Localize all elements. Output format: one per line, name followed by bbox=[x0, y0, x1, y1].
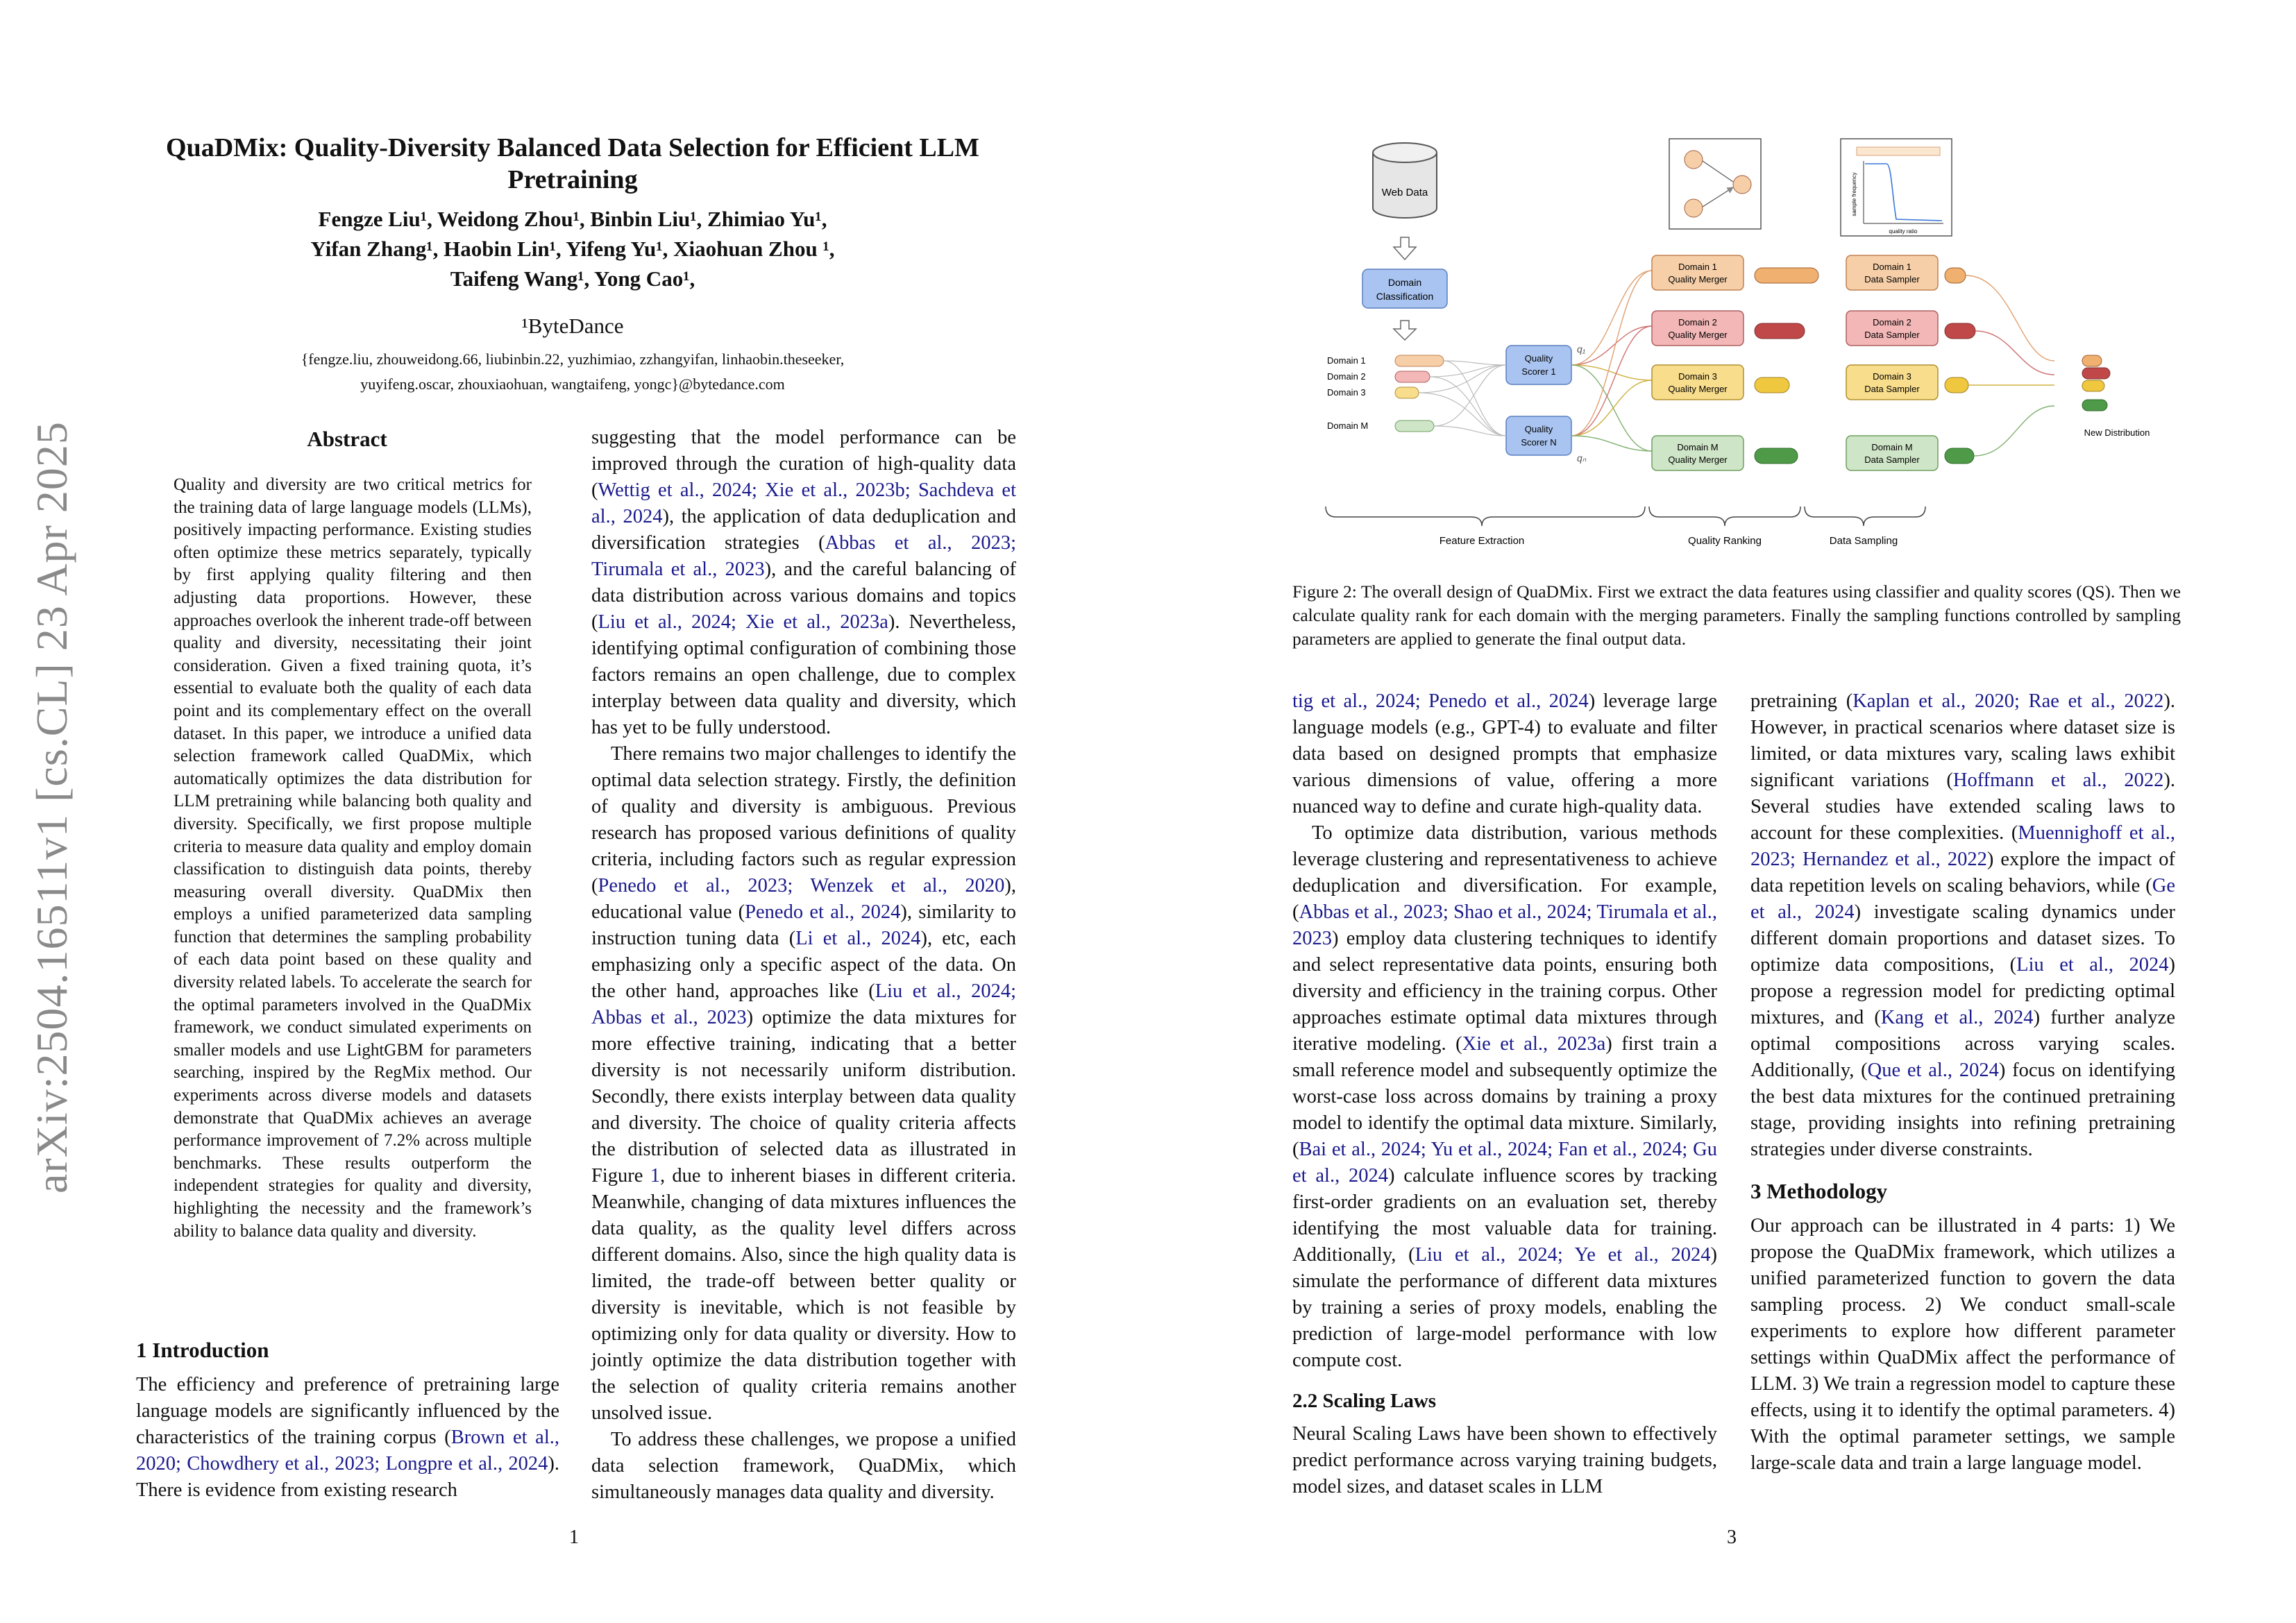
citation-link[interactable]: Kang et al., 2024 bbox=[1880, 1007, 2034, 1028]
citation-link[interactable]: Penedo et al., 2024 bbox=[745, 901, 901, 923]
paper-title bbox=[132, 132, 1013, 196]
scaling-laws-heading: 2.2 Scaling Laws bbox=[1292, 1390, 1437, 1412]
citation-link[interactable]: Abbas et al., 2023; Shao et al., 2024; Tirumala et al., 2023 bbox=[1292, 901, 1717, 949]
arxiv-side-label: arXiv:2504.16511v1 [cs.CL] 23 Apr 2025 bbox=[27, 421, 76, 1193]
sampled-cylinder bbox=[1945, 268, 1966, 283]
arrow-down-icon bbox=[1394, 321, 1416, 340]
sampler-label: Data Sampler bbox=[1864, 454, 1920, 465]
citation-link[interactable]: Kaplan et al., 2020; Rae et al., 2022 bbox=[1852, 690, 2164, 712]
paragraph: pretraining (Kaplan et al., 2020; Rae et al., 2022). However, in practical scenarios where dataset size is limited, or data mixtures vary, scaling laws exhibit significant variations (Hoffmann et al., 2022). Several studies have extended scaling laws to account for these complexities. (Muennighoff et al., 2023; Hernandez et al., 2022) explore the impact of data repetition levels on scaling behaviors, while (Ge et al., 2024) investigate scaling dynamics under different domain proportions and dataset sizes. To optimize data compositions, (Liu et al., 2024) propose a regression model for predicting optimal mixtures, and (Kang et al., 2024) further analyze optimal compositions across varying scales. Additionally, (Que et al., 2024) focus on identifying the best data mixtures for the continued pretraining stage, providing insights into refining pretraining strategies under diverse constraints. bbox=[1750, 690, 2175, 1160]
emails-line-2: yuyifeng.oscar, zhouxiaohuan, wangtaifeng, yongc}@bytedance.com bbox=[360, 375, 785, 393]
merger-label: Quality Merger bbox=[1668, 384, 1728, 394]
merger-label: Domain 3 bbox=[1678, 371, 1717, 382]
domain-classification-box bbox=[1362, 269, 1447, 308]
merger-label: Domain 1 bbox=[1678, 262, 1717, 272]
emails bbox=[132, 347, 1013, 397]
domain-label: Domain 3 bbox=[1327, 387, 1366, 398]
ranked-cylinder bbox=[1755, 268, 1818, 283]
stage-braces bbox=[1326, 507, 1925, 526]
inset-x-label: quality ratio bbox=[1889, 228, 1918, 235]
quality-merger-box bbox=[1652, 311, 1744, 346]
quality-merger-box bbox=[1652, 436, 1744, 470]
authors bbox=[132, 204, 1013, 294]
web-data-label: Web Data bbox=[1381, 187, 1428, 198]
domain-cylinder bbox=[1395, 387, 1419, 398]
citation-link[interactable]: Liu et al., 2024; Abbas et al., 2023 bbox=[591, 980, 1016, 1028]
qn-label: qₙ bbox=[1577, 452, 1587, 464]
page-number-left: 1 bbox=[569, 1527, 579, 1548]
citation-link[interactable]: Que et al., 2024 bbox=[1867, 1060, 1999, 1081]
inset-node bbox=[1685, 199, 1703, 217]
authors-line-2: Yifan Zhang¹, Haobin Lin¹, Yifeng Yu¹, Xiaohuan Zhou ¹, bbox=[310, 237, 835, 261]
intro-heading: 1 Introduction bbox=[136, 1338, 269, 1362]
citation-link[interactable]: Ge et al., 2024 bbox=[1750, 875, 2175, 923]
data-sampler-box bbox=[1846, 436, 1938, 470]
citation-link[interactable]: Brown et al., 2020; Chowdhery et al., 2023; Longpre et al., 2024 bbox=[136, 1427, 559, 1475]
citation-link[interactable]: Liu et al., 2024; Ye et al., 2024 bbox=[1415, 1244, 1711, 1266]
data-sampler-box bbox=[1846, 365, 1938, 400]
title-line-1: QuaDMix: Quality-Diversity Balanced Data Selection for Efficient LLM bbox=[166, 133, 979, 162]
citation-link[interactable]: Liu et al., 2024 bbox=[2016, 954, 2169, 976]
domain-cylinder bbox=[1395, 371, 1430, 382]
sampled-cylinder bbox=[1945, 323, 1975, 339]
feature-extraction-label: Feature Extraction bbox=[1439, 535, 1525, 547]
quality-scorer-1-box bbox=[1506, 346, 1571, 384]
citation-link[interactable]: tig et al., 2024; Penedo et al., 2024 bbox=[1292, 690, 1589, 712]
sampler-label: Domain 3 bbox=[1873, 371, 1911, 382]
authors-line-3: Taifeng Wang¹, Yong Cao¹, bbox=[450, 266, 695, 291]
paragraph: There remains two major challenges to identify the optimal data selection strategy. Firstly, the definition of quality and diversity is ambiguous. Previous research has proposed various definitions of quality criteria, including factors such as regular expression (Penedo et al., 2023; Wenzek et al., 2020), educational value (Penedo et al., 2024), similarity to instruction tuning data (Li et al., 2024), etc, each emphasizing only a specific aspect of the data. On the other hand, approaches like (Liu et al., 2024; Abbas et al., 2023) optimize the data mixtures for more effective training, indicating that a better diversity is not necessarily uniform distribution. Secondly, there exists interplay between data quality and diversity. The choice of quality criteria affects the distribution of selected data as illustrated in Figure 1, due to inherent biases in different criteria. Meanwhile, changing of data mixtures influences the data quality, as the quality level differs across different domains. Also, since the high quality data is limited, the trade-off between better quality or diversity is inevitable, which is not feasible by optimizing only for data quality or diversity. How to jointly optimize the data distribution together with the selection of quality criteria remains another unsolved issue. bbox=[591, 743, 1017, 1424]
title-line-2: Pretraining bbox=[507, 165, 638, 194]
sampler-label: Domain 1 bbox=[1873, 262, 1911, 272]
ranked-cylinder bbox=[1755, 448, 1798, 464]
intro-paragraph: The efficiency and preference of pretraining large language models are significantly influenced by the characteristics of the training corpus (Brown et al., 2020; Chowdhery et al., 2023; Longpre et al., 2024). There is evidence from existing research bbox=[136, 1374, 559, 1501]
inset-node bbox=[1733, 176, 1751, 194]
figure-caption: Figure 2: The overall design of QuaDMix. First we extract the data features using classifier and quality scores (QS). Then we calculate quality rank for each domain with the merging parameters. Finally the sampling functions controlled by sampling parameters are applied to generate the final output data. bbox=[1292, 581, 2181, 649]
quality-merger-column bbox=[1652, 255, 1744, 470]
citation-link[interactable]: Penedo et al., 2023; Wenzek et al., 2020 bbox=[598, 875, 1005, 897]
web-data-cylinder bbox=[1373, 143, 1437, 218]
citation-link[interactable]: Abbas et al., 2023; Tirumala et al., 2023 bbox=[591, 532, 1016, 580]
citation-link[interactable]: Muennighoff et al., 2023; Hernandez et al., 2022 bbox=[1750, 822, 2175, 870]
data-sampler-column bbox=[1846, 255, 1938, 470]
quality-merger-box bbox=[1652, 255, 1744, 290]
ranked-cylinder bbox=[1755, 323, 1805, 339]
new-distribution-cylinder bbox=[2082, 380, 2104, 391]
scorer-label: Scorer N bbox=[1521, 437, 1557, 448]
inset-y-label: sample frequency bbox=[1851, 172, 1857, 216]
paragraph: To optimize data distribution, various methods leverage clustering and representativeness to achieve deduplication and diversification. For example, (Abbas et al., 2023; Shao et al., 2024; Tirumala et al., 2023) employ data clustering techniques to identify and select representative data points, ensuring both diversity and efficiency in the training corpus. Other approaches estimate optimal data mixtures through iterative modeling. (Xie et al., 2023a) first train a small reference model and subsequently optimize the worst-case loss across domains by training a proxy model to identify the optimal data mixture. Similarly, (Bai et al., 2024; Yu et al., 2024; Fan et al., 2024; Gu et al., 2024) calculate influence scores by tracking first-order gradients on an evaluation set, thereby identifying the most valuable data for training. Additionally, (Liu et al., 2024; Ye et al., 2024) simulate the performance of different data mixtures by training a series of proxy models, enabling the prediction of large-model performance with low compute cost. bbox=[1292, 822, 1718, 1371]
sampler-label: Data Sampler bbox=[1864, 330, 1920, 340]
data-sampling-label: Data Sampling bbox=[1829, 535, 1898, 547]
arrow-down-icon bbox=[1394, 237, 1416, 260]
sampler-label: Data Sampler bbox=[1864, 384, 1920, 394]
figure-link[interactable]: 1 bbox=[650, 1165, 660, 1187]
paragraph: To address these challenges, we propose a unified data selection framework, QuaDMix, which simultaneously manages data quality and diversity. bbox=[591, 1429, 1016, 1503]
scorer-label: Quality bbox=[1524, 424, 1553, 434]
quality-ranking-label: Quality Ranking bbox=[1688, 535, 1762, 547]
paragraph: Our approach can be illustrated in 4 parts: 1) We propose the QuaDMix framework, which utilizes a unified parameterized function to govern the data sampling process. 2) We conduct small-scale experiments to explore how different parameter settings within QuaDMix affect the performance of LLM. 3) We train a regression model to capture these effects, using it to identify the optimal parameters. 4) With the optimal parameter settings, we sample large-scale data and train a large language model. bbox=[1750, 1215, 2175, 1474]
domain-classification-label-1: Domain bbox=[1387, 277, 1422, 288]
new-distribution-label: New Distribution bbox=[2084, 427, 2150, 438]
domain-label: Domain 2 bbox=[1327, 371, 1366, 382]
sampler-label: Data Sampler bbox=[1864, 274, 1920, 284]
right-page-column-2 bbox=[1750, 688, 2175, 1477]
paragraph: tig et al., 2024; Penedo et al., 2024) leverage large language models (e.g., GPT-4) to evaluate and filter data based on designed prompts that emphasize various dimensions of value, offering a more nuanced way to define and curate high-quality data. bbox=[1292, 690, 1717, 817]
domain-label: Domain M bbox=[1327, 420, 1369, 431]
data-sampler-box bbox=[1846, 255, 1938, 290]
new-distribution-cylinder bbox=[2082, 355, 2102, 366]
connector-lines bbox=[1571, 271, 1652, 451]
page-number-right: 3 bbox=[1727, 1527, 1737, 1548]
merger-label: Quality Merger bbox=[1668, 330, 1728, 340]
abstract-heading: Abstract bbox=[307, 427, 387, 451]
quality-scorer-n-box bbox=[1506, 416, 1571, 455]
paragraph: Neural Scaling Laws have been shown to effectively predict performance across varying training budgets, model sizes, and dataset scales in LLM bbox=[1292, 1423, 1717, 1497]
paragraph: suggesting that the model performance can be improved through the curation of high-quality data (Wettig et al., 2024; Xie et al., 2023b; Sachdeva et al., 2024), the application of data deduplication and diversification strategies (Abbas et al., 2023; Tirumala et al., 2023), and the careful balancing of data distribution across various domains and topics (Liu et al., 2024; Xie et al., 2023a). Nevertheless, identifying optimal configuration of combining those factors remains an open challenge, due to complex interplay between data quality and diversity, which has yet to be fully understood. bbox=[591, 427, 1016, 738]
methodology-heading: 3 Methodology bbox=[1750, 1179, 1888, 1203]
sampler-label: Domain M bbox=[1871, 442, 1913, 452]
affiliation: ¹ByteDance bbox=[521, 314, 624, 338]
quality-merger-box bbox=[1652, 365, 1744, 400]
inset-node bbox=[1685, 151, 1703, 169]
scorer-label: Scorer 1 bbox=[1521, 366, 1556, 377]
merger-label: Quality Merger bbox=[1668, 274, 1728, 284]
inset-legend bbox=[1857, 147, 1940, 155]
ranked-cylinder bbox=[1755, 377, 1789, 393]
citation-link[interactable]: Liu et al., 2024; Xie et al., 2023a bbox=[598, 611, 888, 633]
domain-classification-label-2: Classification bbox=[1376, 291, 1434, 302]
emails-line-1: {fengze.liu, zhouweidong.66, liubinbin.22, yuzhimiao, zzhangyifan, linhaobin.theseeker, bbox=[301, 350, 845, 368]
citation-link[interactable]: Wettig et al., 2024; Xie et al., 2023b; Sachdeva et al., 2024 bbox=[591, 479, 1016, 527]
left-page-column-2 bbox=[591, 425, 1016, 1506]
merger-label: Quality Merger bbox=[1668, 454, 1728, 465]
sampler-label: Domain 2 bbox=[1873, 317, 1911, 328]
authors-line-1: Fengze Liu¹, Weidong Zhou¹, Binbin Liu¹, Zhimiao Yu¹, bbox=[318, 207, 827, 231]
scorer-label: Quality bbox=[1524, 353, 1553, 364]
sampled-cylinder bbox=[1945, 377, 1968, 393]
data-sampler-box bbox=[1846, 311, 1938, 346]
left-column-intro bbox=[136, 1322, 559, 1504]
citation-link[interactable]: Bai et al., 2024; Yu et al., 2024; Fan et al., 2024; Gu et al., 2024 bbox=[1292, 1139, 1717, 1187]
abstract-text: Quality and diversity are two critical metrics for the training data of large language models (LLMs), positively impacting performance. Existing studies often optimize these metrics separately, typically by first applying quality filtering and then adjusting data proportions. However, these approaches overlook the inherent trade-off between quality and diversity, necessitating their joint consideration. Given a fixed training quota, it’s essential to evaluate both the quality of each data point and its complementary effect on the overall dataset. In this paper, we introduce a unified data selection framework called QuaDMix, which automatically optimizes the data distribution for LLM pretraining while balancing both quality and diversity. Specifically, we first propose multiple criteria to measure data quality and employ domain classification to distinguish data points, thereby measuring overall diversity. QuaDMix then employs a unified parameterized data sampling function that determines the sampling probability of each data point based on these quality and diversity related labels. To accelerate the search for the optimal parameters involved in the QuaDMix framework, we conduct simulated experiments on smaller models and use LightGBM for parameters searching, inspired by the RegMix method. Our experiments across diverse models and datasets demonstrate that QuaDMix achieves an average performance improvement of 7.2% across multiple benchmarks. These results outperform the independent strategies for quality and diversity, highlighting the necessity and the framework’s ability to balance data quality and diversity. bbox=[174, 475, 532, 1241]
right-page-column-1 bbox=[1292, 688, 1717, 1500]
q1-label: q₁ bbox=[1577, 343, 1586, 355]
citation-link[interactable]: Hoffmann et al., 2022 bbox=[1952, 770, 2164, 791]
domain-cylinder bbox=[1395, 420, 1434, 432]
domain-cylinder bbox=[1395, 355, 1444, 366]
quadmix-diagram bbox=[1319, 132, 2179, 562]
new-distribution-cylinder bbox=[2082, 368, 2110, 379]
connector-lines bbox=[1966, 275, 2054, 456]
citation-link[interactable]: Li et al., 2024 bbox=[795, 928, 921, 949]
merger-label: Domain M bbox=[1677, 442, 1719, 452]
citation-link[interactable]: Xie et al., 2023a bbox=[1462, 1033, 1606, 1055]
sampled-cylinder bbox=[1945, 448, 1974, 464]
new-distribution-cylinder bbox=[2082, 400, 2107, 411]
merger-label: Domain 2 bbox=[1678, 317, 1717, 328]
domain-label: Domain 1 bbox=[1327, 355, 1366, 366]
